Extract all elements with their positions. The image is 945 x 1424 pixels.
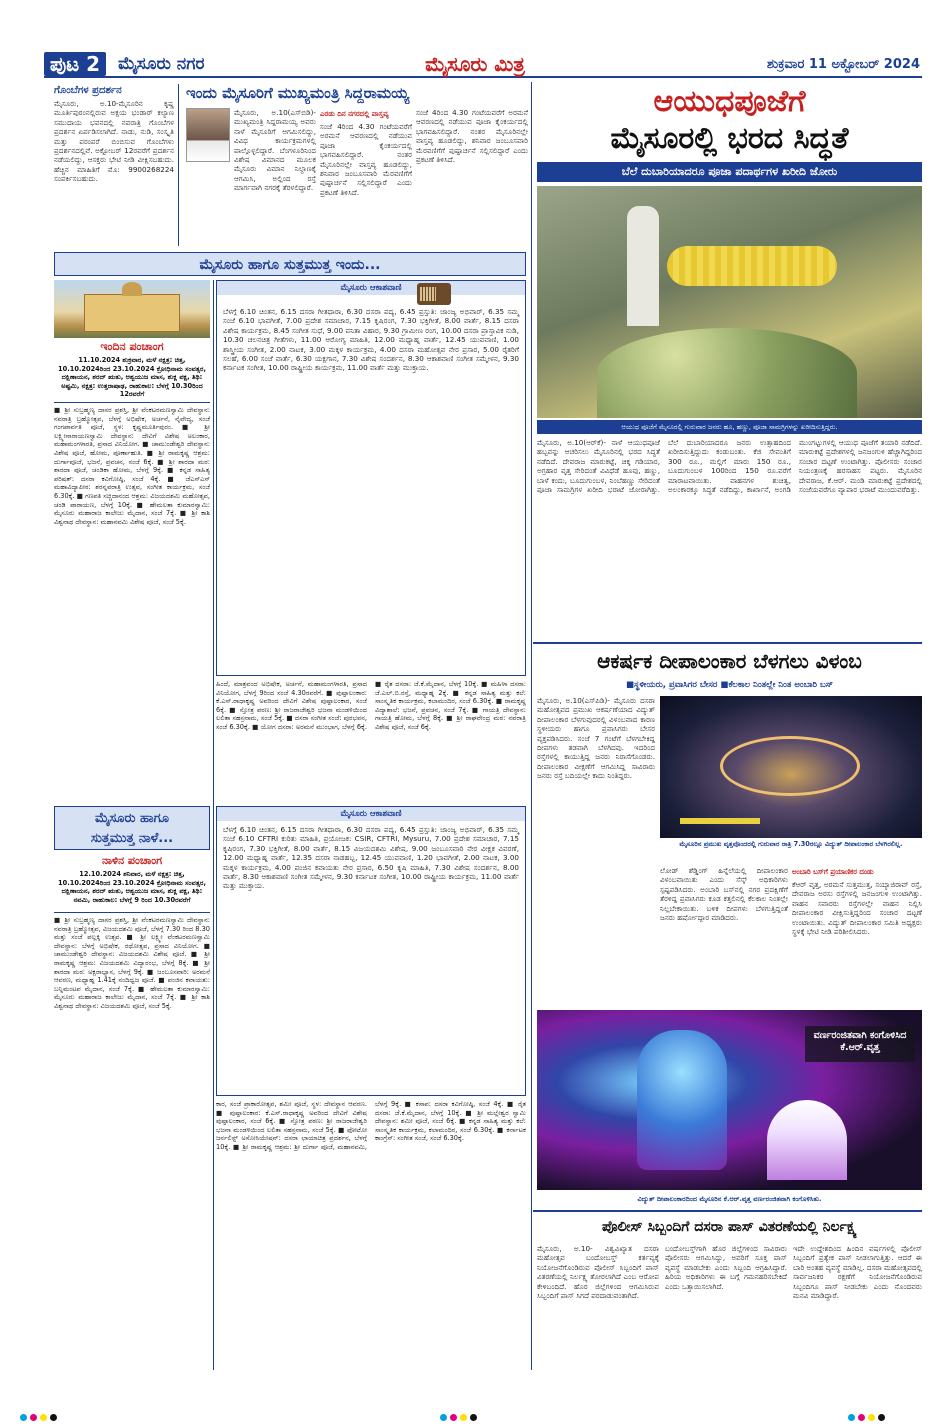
tomorrow-title-2: ಸುತ್ತಮುತ್ತ ನಾಳೆ...: [90, 831, 174, 846]
gombe-body: ಮೈಸೂರು, ಅ.10-ಮೈಸೂರಿನ ಕೃಷ್ಣ ಮೂರ್ತಿಪುರಂನಲ್ಲಿರುವ ಅಕ್ಷಯ ಭಂಡಾರ್ ಕಲ್ಯಾಣ ಸಮುದಾಯ ಭವನದಲ್ಲಿ ನವರಾತ್ರಿ ಗೊಂಬೆಗಳ ಪ್ರದರ್ಶನ ಏರ್ಪಡಿಸಲಾಗಿದೆ. ನಾಡು, ನುಡಿ, ಸಂಸ್ಕೃತಿ ಮತ್ತು ಪರಂಪರೆ ಬಿಂಬಿಸುವ ಗೊಂಬೆಗಳು ಪ್ರದರ್ಶನದಲ್ಲಿವೆ. ಅಕ್ಟೋಬರ್ 12ರವರೆಗೆ ಪ್ರದರ್ಶನ ನಡೆಯಲಿದ್ದು, ಆಸಕ್ತರು ಭೇಟಿ ನೀಡಿ ವೀಕ್ಷಿಸಬಹುದು. ಹೆಚ್ಚಿನ ಮಾಹಿತಿಗೆ ಮೊ: 9900268224 ಸಂಪರ್ಕಿಸಬಹುದು.: [54, 99, 174, 184]
cm-body-photo-wrap: [186, 166, 230, 242]
lighting-photo2-label: ವರ್ಣರಂಜಿತವಾಗಿ ಕಂಗೊಳಿಸಿದ ಕೆ.ಆರ್.ವೃತ್ತ: [805, 1026, 915, 1062]
today-events: ■ ಶ್ರೀ ಸುಬ್ರಹ್ಮಣ್ಯ ದಾಸರ ಪ್ರಶಸ್ತಿ, ಶ್ರೀ ವೆಂಕಟರಮಣಸ್ವಾಮಿ ದೇವಸ್ಥಾನ: ನವರಾತ್ರಿ ಬ್ರಹ್ಮೋತ್ಸವ, ಬೆಳಗ್ಗೆ ಅಭಿಷೇಕ, ಅರ್ಚನೆ, ನೈವೇದ್ಯ, ಸಂಜೆ ಗಂಗಪಾರ್ವತಿ ಪೂಜೆ, ಸ್ಥಳ: ಕೃಷ್ಣಮೂರ್ತಿಪುರಂ. ■ ಶ್ರೀ ಲಕ್ಷ್ಮೀನಾರಾಯಣಸ್ವಾಮಿ ದೇವಸ್ಥಾನ: ದೇವಿಗೆ ವಿಶೇಷ ಅಲಂಕಾರ, ಮಹಾಮಂಗಳಾರತಿ, ಪ್ರಸಾದ ವಿನಿಯೋಗ. ■ ಚಾಮುಂಡೇಶ್ವರಿ ದೇವಸ್ಥಾನ: ವಿಶೇಷ ಪೂಜೆ, ಹೋಮ, ಪೂರ್ಣಾಹುತಿ. ■ ಶ್ರೀ ರಾಮಕೃಷ್ಣ ಆಶ್ರಮ: ದುರ್ಗಾಪೂಜೆ, ಭಜನೆ, ಪ್ರವಚನ, ಸಂಜೆ 6ಕ್ಕೆ. ■ ಶ್ರೀ ಶಾರದಾ ಮಠ: ಶಾರದಾ ಪೂಜೆ, ಚಂಡಿಕಾ ಹೋಮ, ಬೆಳಗ್ಗೆ 9ಕ್ಕೆ. ■ ಕನ್ನಡ ಸಾಹಿತ್ಯ ಪರಿಷತ್: ದಸರಾ ಕವಿಗೋಷ್ಠಿ, ಸಂಜೆ 4ಕ್ಕೆ. ■ ಜೆಎಸ್‌ಎಸ್ ಮಹಾವಿದ್ಯಾಪೀಠ: ಶರನ್ನವರಾತ್ರಿ ಉತ್ಸವ, ಸಂಗೀತ ಕಾರ್ಯಕ್ರಮ, ಸಂಜೆ 6.30ಕ್ಕೆ. ■ ಗಣಪತಿ ಸಚ್ಚಿದಾನಂದ ಆಶ್ರಮ: ವಿಜಯದಶಮಿ ಮಹೋತ್ಸವ, ಚಂಡಿ ಪಾರಾಯಣ, ಬೆಳಗ್ಗೆ 10ಕ್ಕೆ. ■ ಹೇಮಲತಾ ಕುಮಾರಸ್ವಾಮಿ: ಮೈಸೂರು ಮಹಾರಾಜ ಕಾಲೇಜು ಮೈದಾನ, ಸಂಜೆ 7ಕ್ಕೆ. ■ ಶ್ರೀ ಕಾಶಿ ವಿಶ್ವನಾಥ ದೇವಸ್ಥಾನ: ಮಹಾನವಮಿ ವಿಶೇಷ ಪೂಜೆ, ಸಂಜೆ 5ಕ್ಕೆ.: [54, 406, 210, 526]
palace-dome: [122, 282, 142, 296]
police-headline: ಪೊಲೀಸ್ ಸಿಬ್ಬಂದಿಗೆ ದಸರಾ ಪಾಸ್ ವಿತರಣೆಯಲ್ಲಿ ನಿರ್ಲಕ್ಷ್ಯ: [602, 1219, 857, 1235]
lead-photo-market: [537, 186, 922, 418]
palace-illustration: [54, 280, 210, 338]
registration-marks-right: [848, 1406, 928, 1416]
page-number: ಪುಟ 2: [44, 52, 106, 76]
tomorrow-panchanga-body: 12.10.2024 ಶನಿವಾರ, ಮಳೆ ನಕ್ಷತ್ರ: ಚಿತ್ತ, 10.10.2024ರಿಂದ 23.10.2024 ಕ್ರೋಧಿನಾಮ ಸಂವತ್ಸರ, ದಕ್ಷಿಣಾಯನ, ಶರದ್ ಋತು, ಆಶ್ವಯುಜ ಮಾಸ, ಶುಕ್ಲ ಪಕ್ಷ, ತಿಥಿ: ನವಮಿ, ರಾಹುಕಾಲ: ಬೆಳಗ್ಗೆ 9 ರಿಂದ 10.30ರವರೆಗೆ: [58, 870, 206, 904]
vendor-figure: [627, 206, 659, 326]
registration-marks-left: [20, 1406, 100, 1416]
cm-body-2: ಸಂಜೆ 4ರಿಂದ 4.30 ಗಂಟೆಯವರೆಗೆ ಅರಮನೆ ಆವರಣದಲ್ಲಿ ನಡೆಯುವ ಪೂಜಾ ಕೈಂಕರ್ಯದಲ್ಲಿ ಭಾಗವಹಿಸಲಿದ್ದಾರೆ. ನಂತರ ಮೈಸೂರಿನಲ್ಲೇ ವಾಸ್ತವ್ಯ ಹೂಡಲಿದ್ದು, ಶನಿವಾರ ಜಂಬೂಸವಾರಿ ಮೆರವಣಿಗೆಗೆ ಪುಷ್ಪಾರ್ಚನೆ ಸಲ್ಲಿಸಲಿದ್ದಾರೆ ಎಂದು ಪ್ರಕಟಣೆ ತಿಳಿಸಿದೆ.: [320, 122, 412, 197]
lighting-subhead: ■ಸ್ಥಳೀಯರು, ಪ್ರವಾಸಿಗರ ಬೇಸರ ■ಕೆಲಕಾಲ ನಿಂತಲ್ಲೇ ನಿಂತ ಅಂಬಾರಿ ಬಸ್: [626, 680, 833, 690]
today-more-events: ಹಿಂದೆ, ಮಾತ್ರವಂದ ಅಭಿಷೇಕ, ಅರ್ಚನೆ, ಮಹಾಮಂಗಳಾರತಿ, ಪ್ರಸಾದ ವಿನಿಯೋಗ, ಬೆಳಗ್ಗೆ 9ರಿಂದ ಸಂಜೆ 4.30ರವರೆಗೆ. ■ ಪುಷ್ಪಾಲಂಕಾರ: ಕೆ.ಎಸ್.ರಾಧಾಕೃಷ್ಣ ಅವರಿಂದ ದೇವಿಗೆ ವಿಶೇಷ ಪುಷ್ಪಾಲಂಕಾರ, ಸಂಜೆ 6ಕ್ಕೆ. ■ ಸ್ತೋತ್ರ ಪಠಣ: ಶ್ರೀ ರಾಜರಾಜೇಶ್ವರಿ ಭಜನಾ ಮಂಡಳಿಯಿಂದ ಲಲಿತಾ ಸಹಸ್ರನಾಮ, ಸಂಜೆ 5ಕ್ಕೆ. ■ ದಸರಾ ಸಂಗೀತ ಸಂಜೆ: ಪುರಭವನ, ಸಂಜೆ 6.30ಕ್ಕೆ. ■ ಯೋಗ ದಸರಾ: ಅರಮನೆ ಮುಂಭಾಗ, ಬೆಳಗ್ಗೆ 6ಕ್ಕೆ. ■ ರೈತ ದಸರಾ: ಜೆ.ಕೆ.ಮೈದಾನ, ಬೆಳಗ್ಗೆ 10ಕ್ಕೆ. ■ ಮಹಿಳಾ ದಸರಾ: ಜೆ.ಎಲ್.ಬಿ.ರಸ್ತೆ, ಮಧ್ಯಾಹ್ನ 2ಕ್ಕೆ. ■ ಕನ್ನಡ ಸಾಹಿತ್ಯ ಮತ್ತು ಕಲೆ: ಸಾಂಸ್ಕೃತಿಕ ಕಾರ್ಯಕ್ರಮ, ಕಲಾಮಂದಿರ, ಸಂಜೆ 6.30ಕ್ಕೆ. ■ ರಾಮಕೃಷ್ಣ ವಿದ್ಯಾಶಾಲೆ: ಭಜನೆ, ಪ್ರವಚನ, ಸಂಜೆ 7ಕ್ಕೆ. ■ ಗಾಯತ್ರಿ ದೇವಸ್ಥಾನ: ಗಾಯತ್ರಿ ಹೋಮ, ಬೆಳಗ್ಗೆ 8ಕ್ಕೆ. ■ ಶ್ರೀ ರಾಘವೇಂದ್ರ ಮಠ: ನವರಾತ್ರಿ ವಿಶೇಷ ಪೂಜೆ, ಸಂಜೆ 6ಕ್ಕೆ.: [216, 680, 526, 731]
radio-tomorrow-title: ಮೈಸೂರು ಆಕಾಶವಾಣಿ: [217, 807, 525, 821]
gombe-title: ಗೊಂಬೆಗಳ ಪ್ರದರ್ಶನ: [54, 85, 122, 96]
cm-photo: [186, 108, 230, 162]
cm-body-1: ಮೈಸೂರು, ಅ.10(ಎಸ್‌ಬಿಡಿ)- ಮುಖ್ಯಮಂತ್ರಿ ಸಿದ್ದರಾಮಯ್ಯ ಅವರು ನಾಳೆ ಮೈಸೂರಿಗೆ ಆಗಮಿಸಲಿದ್ದು, ವಿವಿಧ ಕಾರ್ಯಕ್ರಮಗಳಲ್ಲಿ ಪಾಲ್ಗೊಳ್ಳಲಿದ್ದಾರೆ. ಬೆಂಗಳೂರಿನಿಂದ ವಿಶೇಷ ವಿಮಾನದ ಮೂಲಕ ಮೈಸೂರು ವಿಮಾನ ನಿಲ್ದಾಣಕ್ಕೆ ಆಗಮಿಸಿ, ಅಲ್ಲಿಂದ ರಸ್ತೆ ಮಾರ್ಗವಾಗಿ ನಗರಕ್ಕೆ ತೆರಳಲಿದ್ದಾರೆ.: [234, 108, 316, 193]
tomorrow-panchanga-title: ನಾಳಿನ ಪಂಚಾಂಗ: [101, 854, 163, 867]
radio-icon: [417, 283, 451, 305]
lighting-photo-kr-circle: [537, 1010, 922, 1190]
police-body-1: ಮೈಸೂರು, ಅ.10- ವಿಶ್ವವಿಖ್ಯಾತ ದಸರಾ ಮಹೋತ್ಸವ ಬಂದೋಬಸ್ತ್ ಕರ್ತವ್ಯಕ್ಕೆ ನಿಯೋಜನೆಗೊಂಡಿರುವ ಪೊಲೀಸ್ ಸಿಬ್ಬಂದಿಗೆ ಪಾಸ್ ವಿತರಣೆಯಲ್ಲಿ ನಿರ್ಲಕ್ಷ್ಯ ತೋರಲಾಗಿದೆ ಎಂಬ ಆರೋಪ ಕೇಳಿಬಂದಿದೆ. ಹೊರ ಜಿಲ್ಲೆಗಳಿಂದ ಆಗಮಿಸಿರುವ ಸಿಬ್ಬಂದಿಗೆ ಪಾಸ್ ಸಿಗದೆ ಪರದಾಡುವಂತಾಗಿದೆ.: [537, 1244, 659, 1301]
lighting-photo-circle: [660, 696, 922, 838]
today-box-title: ಮೈಸೂರು ಹಾಗೂ ಸುತ್ತಮುತ್ತ ಇಂದು...: [54, 252, 526, 276]
lighting-photo1-caption: ಮೈಸೂರಿನ ಪ್ರಮುಖ ವೃತ್ತವೊಂದರಲ್ಲಿ ಗುರುವಾರ ರಾತ್ರಿ 7.30ರಲ್ಲೂ ವಿದ್ಯುತ್ ದೀಪಾಲಂಕಾರ ಬೆಳಗಿರಲಿಲ್ಲ.: [679, 840, 903, 848]
lead-photo-caption: ಆಯುಧ ಪೂಜೆಗೆ ಮೈಸೂರಲ್ಲಿ ಗುರುವಾರ ಜನರು ಹೂ, ಹಣ್ಣು, ಪೂಜಾ ಸಾಮಗ್ರಿಗಳನ್ನು ಖರೀದಿಸುತ್ತಿದ್ದರು.: [537, 420, 922, 434]
divider: [533, 1210, 922, 1212]
lead-headline-2: ಮೈಸೂರಲ್ಲಿ ಭರದ ಸಿದ್ಧತೆ: [610, 121, 849, 156]
radio-today-title: ಮೈಸೂರು ಆಕಾಶವಾಣಿ: [217, 281, 525, 295]
tomorrow-events: ■ ಶ್ರೀ ಸುಬ್ರಹ್ಮಣ್ಯ ದಾಸರ ಪ್ರಶಸ್ತಿ, ಶ್ರೀ ವೆಂಕಟರಮಣಸ್ವಾಮಿ ದೇವಸ್ಥಾನ: ನವರಾತ್ರಿ ಬ್ರಹ್ಮೋತ್ಸವ, ವಿಜಯದಶಮಿ ಪೂಜೆ, ಬೆಳಗ್ಗೆ 7.30 ರಿಂದ 8.30 ಮತ್ತು ಸಂಜೆ ಪಲ್ಲಕ್ಕಿ ಉತ್ಸವ. ■ ಶ್ರೀ ಲಕ್ಷ್ಮೀ ವೆಂಕಟರಮಣಸ್ವಾಮಿ ದೇವಸ್ಥಾನ: ಬೆಳಗ್ಗೆ ಅಭಿಷೇಕ, ರಥೋತ್ಸವ, ಪ್ರಸಾದ ವಿನಿಯೋಗ. ■ ಚಾಮುಂಡೇಶ್ವರಿ ದೇವಸ್ಥಾನ: ವಿಜಯದಶಮಿ ವಿಶೇಷ ಪೂಜೆ. ■ ಶ್ರೀ ರಾಮಕೃಷ್ಣ ಆಶ್ರಮ: ವಿಜಯದಶಮಿ ವಿದ್ಯಾರಂಭ, ಬೆಳಗ್ಗೆ 8ಕ್ಕೆ. ■ ಶ್ರೀ ಶಾರದಾ ಮಠ: ಅಕ್ಷರಾಭ್ಯಾಸ, ಬೆಳಗ್ಗೆ 9ಕ್ಕೆ. ■ ಜಂಬೂಸವಾರಿ: ಅರಮನೆ ಆವರಣ, ಮಧ್ಯಾಹ್ನ 1.41ಕ್ಕೆ ನಂದಿಧ್ವಜ ಪೂಜೆ. ■ ಪಂಜಿನ ಕವಾಯತು: ಬನ್ನಿಮಂಟಪ ಮೈದಾನ, ಸಂಜೆ 7ಕ್ಕೆ. ■ ಹೇಮಲತಾ ಕುಮಾರಸ್ವಾಮಿ: ಮೈಸೂರು ಮಹಾರಾಜ ಕಾಲೇಜು ಮೈದಾನ, ಸಂಜೆ 7ಕ್ಕೆ. ■ ಶ್ರೀ ಕಾಶಿ ವಿಶ್ವನಾಥ ದೇವಸ್ಥಾನ: ವಿಜಯದಶಮಿ ಪೂಜೆ, ಸಂಜೆ 5ಕ್ಕೆ.: [54, 916, 210, 1010]
gombe-story: [54, 84, 174, 246]
issue-date: ಶುಕ್ರವಾರ 11 ಅಕ್ಟೋಬರ್ 2024: [766, 57, 920, 72]
lead-headline-1: ಆಯುಧಪೂಜೆಗೆ: [653, 84, 806, 119]
tomorrow-box-title: [54, 806, 210, 850]
lighting-body-1: ಮೈಸೂರು, ಅ.10(ಎಸ್‌ಪಿಡಿ)- ಮೈಸೂರು ದಸರಾ ಮಹೋತ್ಸವದ ಪ್ರಮುಖ ಆಕರ್ಷಣೆಯಾದ ವಿದ್ಯುತ್ ದೀಪಾಲಂಕಾರ ಬೆಳಗುವುದರಲ್ಲಿ ವಿಳಂಬವಾದ ಕಾರಣ ಸ್ಥಳೀಯರು ಹಾಗೂ ಪ್ರವಾಸಿಗರು ಬೇಸರ ವ್ಯಕ್ತಪಡಿಸಿದರು. ಸಂಜೆ 7 ಗಂಟೆಗೆ ಬೆಳಗಬೇಕಿದ್ದ ದೀಪಗಳು ತಡವಾಗಿ ಬೆಳಗಿದವು. ಇದರಿಂದ ರಸ್ತೆಗಳಲ್ಲಿ ಕಾಯುತ್ತಿದ್ದ ಜನರು ನಿರಾಸೆಗೊಂಡರು. ದೀಪಾಲಂಕಾರ ವೀಕ್ಷಣೆಗೆ ಆಗಮಿಸಿದ್ದ ಸಾವಿರಾರು ಜನರು ರಸ್ತೆ ಬದಿಯಲ್ಲೇ ಕಾದು ನಿಂತಿದ್ದರು.: [537, 696, 655, 781]
column-divider: [531, 82, 532, 1370]
lighting-body-2: ಲೋಡ್ ಶೆಡ್ಡಿಂಗ್ ಹಿನ್ನೆಲೆಯಲ್ಲಿ ದೀಪಾಲಂಕಾರ ವಿಳಂಬವಾಯಿತು ಎಂದು ಸೆಸ್ಕ್ ಅಧಿಕಾರಿಗಳು ಸ್ಪಷ್ಟಪಡಿಸಿದರು. ಅಂಬಾರಿ ಬಸ್‌ನಲ್ಲಿ ನಗರ ಪ್ರದಕ್ಷಿಣೆಗೆ ತೆರಳಿದ್ದ ಪ್ರವಾಸಿಗರು ಕೂಡ ಕತ್ತಲಿನಲ್ಲಿ ಕೆಲಕಾಲ ನಿಂತಲ್ಲೇ ನಿಲ್ಲಬೇಕಾಯಿತು. ಬಳಿಕ ದೀಪಗಳು ಬೆಳಗುತ್ತಿದ್ದಂತೆ ಜನರು ಹರ್ಷೋದ್ಗಾರ ಮಾಡಿದರು.: [660, 866, 788, 923]
traffic-circle: [720, 736, 860, 796]
today-panchanga-body: 11.10.2024 ಶುಕ್ರವಾರ, ಮಳೆ ನಕ್ಷತ್ರ: ಚಿತ್ತ, 10.10.2024ರಿಂದ 23.10.2024 ಕ್ರೋಧಿನಾಮ ಸಂವತ್ಸರ, ದಕ್ಷಿಣಾಯನ, ಶರದ್ ಋತು, ಆಶ್ವಯುಜ ಮಾಸ, ಶುಕ್ಲ ಪಕ್ಷ, ತಿಥಿ: ಅಷ್ಟಮಿ, ನಕ್ಷತ್ರ: ಉತ್ತರಾಷಾಢ, ರಾಹುಕಾಲ: ಬೆಳಗ್ಗೆ 10.30ರಿಂದ 12ರವರೆಗೆ: [58, 356, 206, 399]
radio-today-body: ಬೆಳಗ್ಗೆ 6.10 ಚಿಂತನ, 6.15 ದಸರಾ ಗೀತಧಾರಾ, 6.30 ದಸರಾ ಪದ್ಯ, 6.45 ಪ್ರಸ್ತುತಿ: ಜಾಂಜ್ಯ ಅಭಿವಾರ್, 6.35 ಸಮ್ಮ ಸಂಜೆ 6.10 ಭಾವಗೀತೆ, 7.00 ಪ್ರದೇಶ ಸಮಾಚಾರ, 7.15 ಕೃಷಿರಂಗ, 7.30 ಭಕ್ತಿಗೀತೆ, 8.00 ವಾರ್ತೆ, 8.15 ದಸರಾ ವಿಶೇಷ ಕಾರ್ಯಕ್ರಮ, 8.45 ಸಂಗೀತ ಸುಧೆ, 9.00 ವನಿತಾ ವಿಹಾರ, 9.30 ಗ್ರಾಮೀಣ ರಂಗ, 10.00 ದಸರಾ ಪ್ರಾಸ್ತಾವಿಕ ನುಡಿ, 10.30 ಚಲನಚಿತ್ರ ಗೀತೆಗಳು, 11.00 ಆರೋಗ್ಯ ಮಾಹಿತಿ, 12.00 ಮಧ್ಯಾಹ್ನ ವಾರ್ತೆ, 12.45 ಯುವವಾಣಿ, 1.00 ಶಾಸ್ತ್ರೀಯ ಸಂಗೀತ, 2.00 ನಾಟಕ, 3.00 ಮಕ್ಕಳ ಕಾರ್ಯಕ್ರಮ, 4.00 ದಸರಾ ಮಹೋತ್ಸವ ನೇರ ಪ್ರಸಾರ, 5.00 ರೈತರಿಗೆ ಸಲಹೆ, 6.00 ಸಂಜೆ ವಾರ್ತೆ, 6.30 ಯಕ್ಷಗಾನ, 7.30 ವಿಶೇಷ ಸಂದರ್ಶನ, 8.30 ಆಕಾಶವಾಣಿ ಸಂಗೀತ ಸಮ್ಮೇಳನ, 9.30 ಕರ್ನಾಟಕ ಸಂಗೀತ, 10.00 ರಾಷ್ಟ್ರೀಯ ಕಾರ್ಯಕ್ರಮ, 11.00 ವಾರ್ತೆ ಮತ್ತು ಮುಕ್ತಾಯ.: [223, 307, 519, 373]
today-panchanga-title: ಇಂದಿನ ಪಂಚಾಂಗ: [100, 340, 164, 353]
cm-headline: ಇಂದು ಮೈಸೂರಿಗೆ ಮುಖ್ಯಮಂತ್ರಿ ಸಿದ್ದರಾಮಯ್ಯ: [186, 84, 410, 102]
tomorrow-more-events: ಕಾರ, ಸಂಜೆ ಪ್ರಾಕಾರೋತ್ಸವ, ಶಮೀ ಪೂಜೆ, ಸ್ಥಳ: ದೇವಸ್ಥಾನ ಆವರಣ. ■ ಪುಷ್ಪಾಲಂಕಾರ: ಕೆ.ಎಸ್.ರಾಧಾಕೃಷ್ಣ ಅವರಿಂದ ದೇವಿಗೆ ವಿಶೇಷ ಪುಷ್ಪಾಲಂಕಾರ, ಸಂಜೆ 6ಕ್ಕೆ. ■ ಸ್ತೋತ್ರ ಪಠಣ: ಶ್ರೀ ರಾಜರಾಜೇಶ್ವರಿ ಭಜನಾ ಮಂಡಳಿಯಿಂದ ಲಲಿತಾ ಸಹಸ್ರನಾಮ, ಸಂಜೆ 5ಕ್ಕೆ. ■ ಫೋಟೋ ಜರ್ನಲಿಸ್ಟ್ ಅಸೋಸಿಯೇಷನ್: ದಸರಾ ಛಾಯಾಚಿತ್ರ ಪ್ರದರ್ಶನ, ಬೆಳಗ್ಗೆ 10ಕ್ಕೆ. ■ ಶ್ರೀ ರಾಮಕೃಷ್ಣ ಆಶ್ರಮ: ಶ್ರೀ ದುರ್ಗಾ ಪೂಜೆ, ಮಹಾನವಮಿ, ಬೆಳಗ್ಗೆ 9ಕ್ಕೆ. ■ ಕಸಾಪ: ದಸರಾ ಕವಿಗೋಷ್ಠಿ, ಸಂಜೆ 4ಕ್ಕೆ. ■ ರೈತ ದಸರಾ: ಜೆ.ಕೆ.ಮೈದಾನ, ಬೆಳಗ್ಗೆ 10ಕ್ಕೆ. ■ ಶ್ರೀ ಮಲ್ಲೇಶ್ವರ ಸ್ವಾಮಿ ದೇವಸ್ಥಾನ: ಶಮೀ ಪೂಜೆ, ಸಂಜೆ 6ಕ್ಕೆ. ■ ಕನ್ನಡ ಸಾಹಿತ್ಯ ಮತ್ತು ಕಲೆ: ಸಾಂಸ್ಕೃತಿಕ ಕಾರ್ಯಕ್ರಮ, ಕಲಾಮಂದಿರ, ಸಂಜೆ 6.30ಕ್ಕೆ. ■ ಕರ್ನಾಟಕ ಕಾಂಗ್ರೆಸ್: ಸಂಗೀತ ಸಂಜೆ, ಸಂಜೆ 6.30ಕ್ಕೆ.: [216, 1100, 526, 1151]
cm-body-3: ಸಂಜೆ 4ರಿಂದ 4.30 ಗಂಟೆಯವರೆಗೆ ಅರಮನೆ ಆವರಣದಲ್ಲಿ ನಡೆಯುವ ಪೂಜಾ ಕೈಂಕರ್ಯದಲ್ಲಿ ಭಾಗವಹಿಸಲಿದ್ದಾರೆ. ನಂತರ ಮೈಸೂರಿನಲ್ಲೇ ವಾಸ್ತವ್ಯ ಹೂಡಲಿದ್ದು, ಶನಿವಾರ ಜಂಬೂಸವಾರಿ ಮೆರವಣಿಗೆಗೆ ಪುಷ್ಪಾರ್ಚನೆ ಸಲ್ಲಿಸಲಿದ್ದಾರೆ ಎಂದು ಪ್ರಕಟಣೆ ತಿಳಿಸಿದೆ.: [416, 108, 528, 165]
masthead-logo: ಮೈಸೂರು ಮಿತ್ರ: [425, 52, 525, 76]
column-divider: [213, 280, 214, 1370]
radio-today-box: [216, 280, 526, 676]
divider: [54, 912, 210, 913]
palace-body: [84, 294, 180, 332]
section-title: ಮೈಸೂರು ನಗರ: [118, 54, 205, 74]
lighting-headline: ಆಕರ್ಷಕ ದೀಪಾಲಂಕಾರ ಬೆಳಗಲು ವಿಳಂಬ: [597, 649, 862, 673]
lighting-photo2-caption: ವಿದ್ಯುತ್ ದೀಪಾಲಂಕಾರದಿಂದ ಮೈಸೂರಿನ ಕೆ.ಆರ್.ವೃತ್ತ ವರ್ಣರಂಜಿತವಾಗಿ ಕಂಗೊಳಿಸಿತು.: [637, 1195, 822, 1203]
cm-kicker: ಎರಡು ದಿನ ನಗರದಲ್ಲಿ ವಾಸ್ತವ್ಯ: [320, 110, 389, 118]
divider: [533, 642, 922, 644]
lighting-kicker: ಅಂಬಾರಿ ಬಸ್‌ಗೆ ಪ್ರಯಾಣಿಕರ ದಂಡು: [792, 868, 874, 876]
divider: [54, 402, 210, 403]
illuminated-figure: [637, 1030, 727, 1170]
tomorrow-title-1: ಮೈಸೂರು ಹಾಗೂ: [95, 811, 169, 826]
radio-tomorrow-body: ಬೆಳಗ್ಗೆ 6.10 ಚಿಂತನ, 6.15 ದಸರಾ ಗೀತಧಾರಾ, 6.30 ದಸರಾ ಪದ್ಯ, 6.45 ಪ್ರಸ್ತುತಿ: ಜಾಂಜ್ಯ ಅಭಿವಾರ್, 6.35 ಸಮ್ಮ ಸಂಜೆ 6.10 CFTRI ಕುರಿತು ಮಾಹಿತಿ, ಪ್ರಯೋಜಕ: CSIR, CFTRI, Mysuru, 7.00 ಪ್ರದೇಶ ಸಮಾಚಾರ, 7.15 ಕೃಷಿರಂಗ, 7.30 ಭಕ್ತಿಗೀತೆ, 8.00 ವಾರ್ತೆ, 8.15 ವಿಜಯದಶಮಿ ವಿಶೇಷ, 9.00 ಜಂಬೂಸವಾರಿ ನೇರ ವೀಕ್ಷಕ ವಿವರಣೆ, 12.00 ಮಧ್ಯಾಹ್ನ ವಾರ್ತೆ, 12.35 ದಸರಾ ನಾಡಹಬ್ಬ, 12.45 ಯುವವಾಣಿ, 1.20 ಭಾವಗೀತೆ, 2.00 ನಾಟಕ, 3.00 ಮಕ್ಕಳ ಕಾರ್ಯಕ್ರಮ, 4.00 ಪಂಜಿನ ಕವಾಯತು ನೇರ ಪ್ರಸಾರ, 6.50 ಕೃಷಿ ಮಾಹಿತಿ, 7.30 ವಿಶೇಷ ಸಂದರ್ಶನ, 8.00 ವಾರ್ತೆ, 8.30 ಆಕಾಶವಾಣಿ ಸಂಗೀತ ಸಮ್ಮೇಳನ, 9.30 ಕರ್ನಾಟಕ ಸಂಗೀತ, 10.00 ರಾಷ್ಟ್ರೀಯ ಕಾರ್ಯಕ್ರಮ, 11.00 ವಾರ್ತೆ ಮತ್ತು ಮುಕ್ತಾಯ.: [223, 825, 519, 891]
police-body-3: ಇದೇ ಉದ್ದೇಶದಿಂದ ಹಿಂದಿನ ವರ್ಷಗಳಲ್ಲಿ ಪೊಲೀಸ್ ಸಿಬ್ಬಂದಿಗೆ ಪ್ರತ್ಯೇಕ ಪಾಸ್ ನೀಡಲಾಗುತ್ತಿತ್ತು. ಆದರೆ ಈ ಬಾರಿ ಅಂತಹ ವ್ಯವಸ್ಥೆ ಮಾಡಿಲ್ಲ. ದಸರಾ ಮಹೋತ್ಸವದಲ್ಲಿ ಸಾರ್ವಜನಿಕರ ರಕ್ಷಣೆಗೆ ನಿಯೋಜನೆಗೊಂಡಿರುವ ಸಿಬ್ಬಂದಿಗೂ ಪಾಸ್ ನೀಡಬೇಕು ಎಂದು ನೊಂದವರು ಮನವಿ ಮಾಡಿದ್ದಾರೆ.: [793, 1244, 922, 1301]
registration-marks-center: [440, 1406, 520, 1416]
column-divider: [178, 84, 179, 246]
flower-garland: [667, 246, 837, 286]
lead-subhead: ಬೆಲೆ ದುಬಾರಿಯಾದರೂ ಪೂಜಾ ಪದಾರ್ಥಗಳ ಖರೀದಿ ಜೋರು: [537, 162, 922, 182]
barricade: [680, 818, 760, 824]
kr-circle-monument: [767, 1100, 847, 1180]
police-body-2: ಬಂದೋಬಸ್ತ್‌ಗಾಗಿ ಹೊರ ಜಿಲ್ಲೆಗಳಿಂದ ಸಾವಿರಾರು ಪೊಲೀಸರು ಆಗಮಿಸಿದ್ದು, ಅವರಿಗೆ ಸೂಕ್ತ ಪಾಸ್ ವ್ಯವಸ್ಥೆ ಮಾಡಬೇಕು ಎಂದು ಸಿಬ್ಬಂದಿ ಆಗ್ರಹಿಸಿದ್ದಾರೆ. ಹಿರಿಯ ಅಧಿಕಾರಿಗಳು ಈ ಬಗ್ಗೆ ಗಮನಹರಿಸಬೇಕಿದೆ ಎಂದು ಒತ್ತಾಯಿಸಲಾಗಿದೆ.: [665, 1244, 787, 1291]
lighting-body-3: ಕೆಆರ್ ವೃತ್ತ, ಅರಮನೆ ಸುತ್ತಮುತ್ತ, ಸಯ್ಯಾಜಿರಾವ್ ರಸ್ತೆ, ದೇವರಾಜ ಅರಸು ರಸ್ತೆಗಳಲ್ಲಿ ಜನಜಂಗುಳಿ ಉಂಟಾಗಿತ್ತು. ವಾಹನ ಸವಾರರು ರಸ್ತೆಗಳಲ್ಲೇ ವಾಹನ ನಿಲ್ಲಿಸಿ ದೀಪಾಲಂಕಾರ ವೀಕ್ಷಿಸುತ್ತಿದ್ದರಿಂದ ಸಂಚಾರ ದಟ್ಟಣೆ ಉಂಟಾಯಿತು. ವಿದ್ಯುತ್ ದೀಪಾಲಂಕಾರ ಸಮಿತಿ ಅಧ್ಯಕ್ಷರು ಸ್ಥಳಕ್ಕೆ ಭೇಟಿ ನೀಡಿ ಪರಿಶೀಲಿಸಿದರು.: [792, 880, 922, 937]
pumpkin-pile: [597, 328, 857, 418]
lead-body: ಮೈಸೂರು, ಅ.10(ಆರ್‌ಕೆ)- ನಾಳೆ ಆಯುಧಪೂಜೆ ಹಬ್ಬವನ್ನು ಆಚರಿಸಲು ಮೈಸೂರಿನಲ್ಲಿ ಭರದ ಸಿದ್ಧತೆ ನಡೆದಿದೆ. ದೇವರಾಜ ಮಾರುಕಟ್ಟೆ, ಚಿಕ್ಕ ಗಡಿಯಾರ, ಅಗ್ರಹಾರ ವೃತ್ತ ಸೇರಿದಂತೆ ವಿವಿಧೆಡೆ ಹೂವು, ಹಣ್ಣು, ಬಾಳೆ ಕಂದು, ಬೂದುಗುಂಬಳ, ನಿಂಬೆಹಣ್ಣು ಸೇರಿದಂತೆ ಪೂಜಾ ಸಾಮಗ್ರಿಗಳ ಖರೀದಿ ಭರಾಟೆ ಜೋರಾಗಿತ್ತು. ಬೆಲೆ ದುಬಾರಿಯಾದರೂ ಜನರು ಉತ್ಸಾಹದಿಂದ ಖರೀದಿಸುತ್ತಿದ್ದುದು ಕಂಡುಬಂತು. ಕೆಜಿ ಸೇವಂತಿಗೆ 300 ರೂ., ಮಲ್ಲಿಗೆ ಮಾರು 150 ರೂ., ಬೂದುಗುಂಬಳ 100ರಿಂದ 150 ರೂ.ವರೆಗೆ ಮಾರಾಟವಾಯಿತು. ವಾಹನಗಳ ಶುಚಿತ್ವ, ಅಲಂಕಾರಕ್ಕೂ ಸಿದ್ಧತೆ ನಡೆದಿದ್ದು, ಕಾರ್ಖಾನೆ, ಅಂಗಡಿ ಮುಂಗಟ್ಟುಗಳಲ್ಲಿ ಆಯುಧ ಪೂಜೆಗೆ ತಯಾರಿ ನಡೆದಿದೆ. ಮಾರುಕಟ್ಟೆ ಪ್ರದೇಶಗಳಲ್ಲಿ ಜನಜಂಗುಳಿ ಹೆಚ್ಚಾಗಿದ್ದರಿಂದ ಸಂಚಾರ ದಟ್ಟಣೆ ಉಂಟಾಗಿತ್ತು. ಪೊಲೀಸರು ಸಂಚಾರ ನಿಯಂತ್ರಣಕ್ಕೆ ಹರಸಾಹಸ ಪಟ್ಟರು. ಮೈಸೂರಿನ ದೇವರಾಜ, ಕೆ.ಆರ್. ಮಂಡಿ ಮಾರುಕಟ್ಟೆ ಪ್ರದೇಶದಲ್ಲಿ ಸಂಜೆಯವರೆಗೂ ವ್ಯಾಪಾರ ಭರಾಟೆ ಮುಂದುವರೆದಿತ್ತು.: [537, 438, 922, 495]
radio-tomorrow-box: [216, 806, 526, 1096]
